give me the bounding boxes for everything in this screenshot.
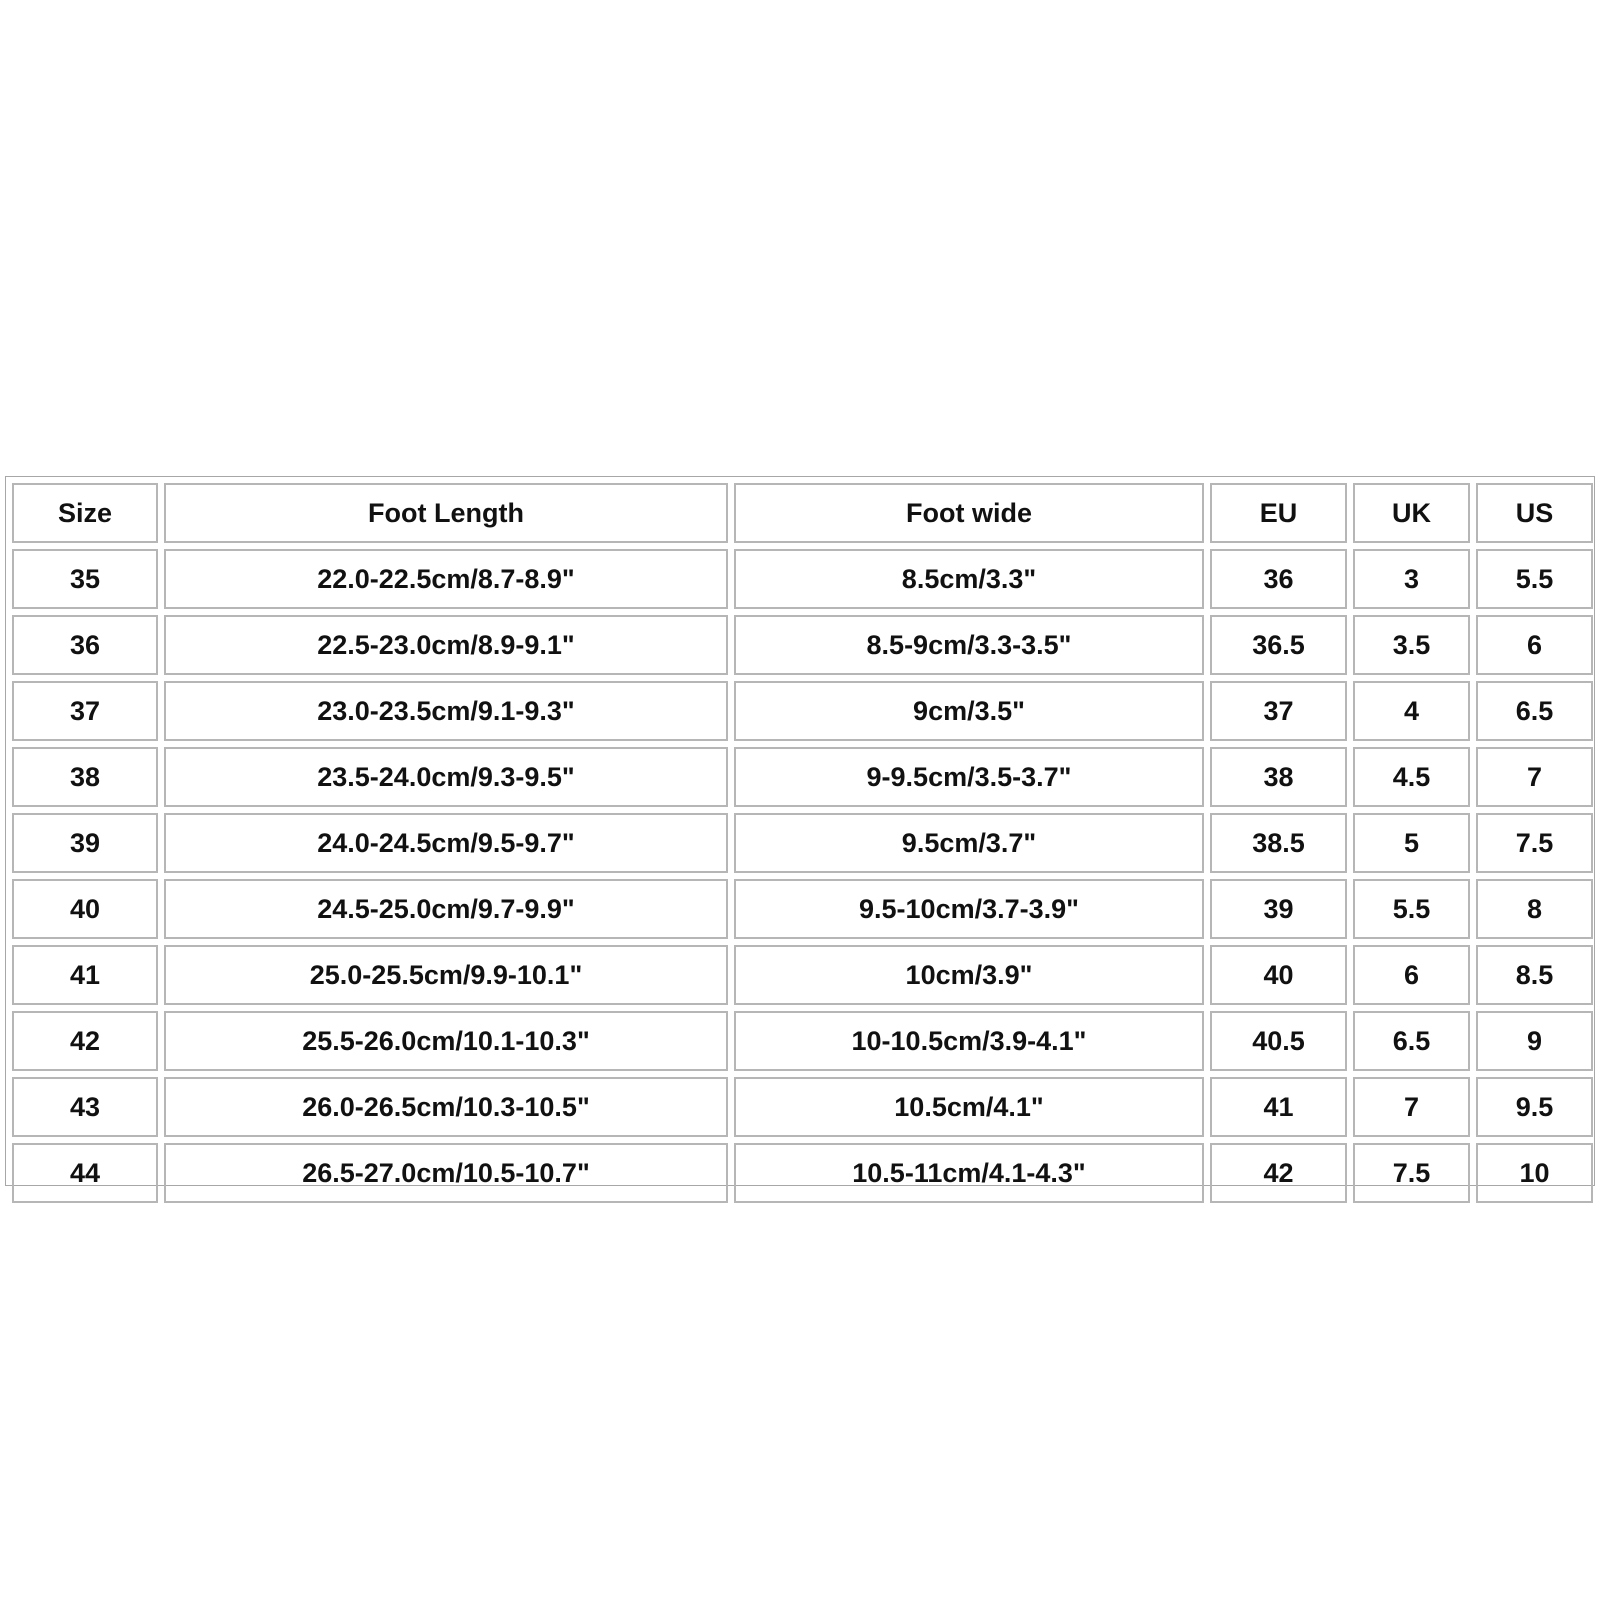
table-row <box>12 1011 1593 1071</box>
cell-uk: 4 <box>1353 681 1470 741</box>
cell-eu: 39 <box>1210 879 1347 939</box>
cell-foot-wide: 8.5cm/3.3" <box>734 549 1204 609</box>
cell-foot-length: 22.5-23.0cm/8.9-9.1" <box>164 615 728 675</box>
header-uk: UK <box>1353 483 1470 543</box>
cell-us: 7.5 <box>1476 813 1593 873</box>
header-us: US <box>1476 483 1593 543</box>
cell-eu: 37 <box>1210 681 1347 741</box>
cell-eu: 41 <box>1210 1077 1347 1137</box>
cell-foot-wide: 10.5cm/4.1" <box>734 1077 1204 1137</box>
cell-eu: 42 <box>1210 1143 1347 1203</box>
header-row <box>12 483 1593 543</box>
cell-us: 10 <box>1476 1143 1593 1203</box>
cell-foot-wide: 9cm/3.5" <box>734 681 1204 741</box>
size-chart <box>5 476 1595 1186</box>
cell-foot-wide: 10-10.5cm/3.9-4.1" <box>734 1011 1204 1071</box>
header-size: Size <box>12 483 158 543</box>
cell-uk: 5 <box>1353 813 1470 873</box>
cell-foot-wide: 9.5-10cm/3.7-3.9" <box>734 879 1204 939</box>
cell-uk: 7 <box>1353 1077 1470 1137</box>
cell-us: 8 <box>1476 879 1593 939</box>
cell-foot-length: 26.5-27.0cm/10.5-10.7" <box>164 1143 728 1203</box>
table-row <box>12 879 1593 939</box>
cell-eu: 40 <box>1210 945 1347 1005</box>
cell-size: 36 <box>12 615 158 675</box>
cell-foot-length: 23.0-23.5cm/9.1-9.3" <box>164 681 728 741</box>
cell-foot-wide: 8.5-9cm/3.3-3.5" <box>734 615 1204 675</box>
cell-foot-length: 26.0-26.5cm/10.3-10.5" <box>164 1077 728 1137</box>
table-row <box>12 1077 1593 1137</box>
cell-eu: 38 <box>1210 747 1347 807</box>
cell-us: 6.5 <box>1476 681 1593 741</box>
cell-us: 7 <box>1476 747 1593 807</box>
table-row <box>12 549 1593 609</box>
cell-foot-wide: 10.5-11cm/4.1-4.3" <box>734 1143 1204 1203</box>
cell-foot-length: 25.5-26.0cm/10.1-10.3" <box>164 1011 728 1071</box>
header-foot-length: Foot Length <box>164 483 728 543</box>
table-row <box>12 615 1593 675</box>
cell-foot-length: 25.0-25.5cm/9.9-10.1" <box>164 945 728 1005</box>
cell-uk: 6.5 <box>1353 1011 1470 1071</box>
cell-size: 42 <box>12 1011 158 1071</box>
cell-us: 6 <box>1476 615 1593 675</box>
cell-size: 37 <box>12 681 158 741</box>
table-row <box>12 813 1593 873</box>
cell-eu: 38.5 <box>1210 813 1347 873</box>
cell-foot-length: 23.5-24.0cm/9.3-9.5" <box>164 747 728 807</box>
table-row <box>12 681 1593 741</box>
cell-size: 35 <box>12 549 158 609</box>
cell-size: 43 <box>12 1077 158 1137</box>
header-eu: EU <box>1210 483 1347 543</box>
cell-uk: 6 <box>1353 945 1470 1005</box>
cell-us: 9.5 <box>1476 1077 1593 1137</box>
table-row <box>12 747 1593 807</box>
header-foot-wide: Foot wide <box>734 483 1204 543</box>
cell-us: 9 <box>1476 1011 1593 1071</box>
cell-eu: 40.5 <box>1210 1011 1347 1071</box>
cell-size: 41 <box>12 945 158 1005</box>
cell-foot-wide: 9.5cm/3.7" <box>734 813 1204 873</box>
cell-foot-length: 24.5-25.0cm/9.7-9.9" <box>164 879 728 939</box>
cell-uk: 5.5 <box>1353 879 1470 939</box>
cell-foot-wide: 9-9.5cm/3.5-3.7" <box>734 747 1204 807</box>
cell-foot-wide: 10cm/3.9" <box>734 945 1204 1005</box>
size-table <box>6 477 1599 1209</box>
cell-uk: 4.5 <box>1353 747 1470 807</box>
table-row <box>12 1143 1593 1203</box>
cell-eu: 36 <box>1210 549 1347 609</box>
cell-foot-length: 22.0-22.5cm/8.7-8.9" <box>164 549 728 609</box>
cell-uk: 7.5 <box>1353 1143 1470 1203</box>
cell-size: 40 <box>12 879 158 939</box>
cell-foot-length: 24.0-24.5cm/9.5-9.7" <box>164 813 728 873</box>
table-row <box>12 945 1593 1005</box>
cell-size: 39 <box>12 813 158 873</box>
cell-eu: 36.5 <box>1210 615 1347 675</box>
cell-us: 5.5 <box>1476 549 1593 609</box>
cell-uk: 3.5 <box>1353 615 1470 675</box>
cell-size: 44 <box>12 1143 158 1203</box>
cell-uk: 3 <box>1353 549 1470 609</box>
cell-size: 38 <box>12 747 158 807</box>
cell-us: 8.5 <box>1476 945 1593 1005</box>
